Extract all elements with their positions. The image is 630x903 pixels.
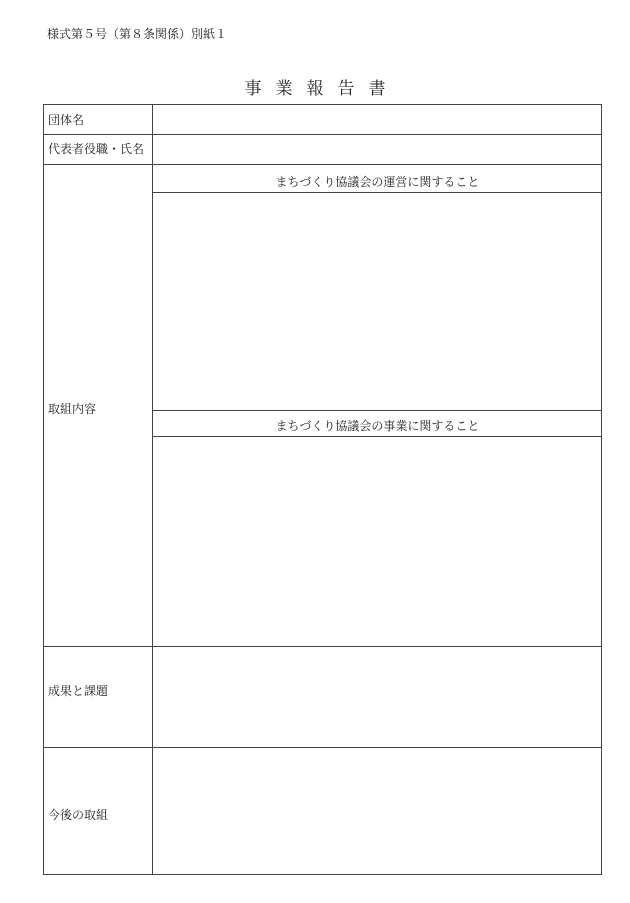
subsection-divider [152,436,601,437]
column-divider [152,105,153,874]
future-field[interactable] [154,749,601,873]
row-divider [44,646,601,647]
project-heading: まちづくり協議会の事業に関すること [275,419,480,433]
organization-name-field[interactable] [154,106,601,133]
activities-label: 取組内容 [48,402,97,416]
operation-content-field[interactable] [154,194,601,409]
operation-heading: まちづくり協議会の運営に関すること [275,175,480,189]
report-form-table [43,104,602,875]
future-label: 今後の取組 [48,808,109,822]
representative-label: 代表者役職・氏名 [48,142,145,156]
representative-field[interactable] [154,136,601,163]
row-divider [44,747,601,748]
project-content-field[interactable] [154,438,601,645]
results-label: 成果と課題 [48,684,109,698]
results-field[interactable] [154,648,601,746]
document-title: 事業報告書 [244,79,400,99]
row-divider [44,164,601,165]
form-number: 様式第５号（第８条関係）別紙１ [47,27,228,41]
subsection-divider [152,192,601,193]
row-divider [44,134,601,135]
organization-name-label: 団体名 [48,113,85,127]
subsection-divider [152,410,601,411]
